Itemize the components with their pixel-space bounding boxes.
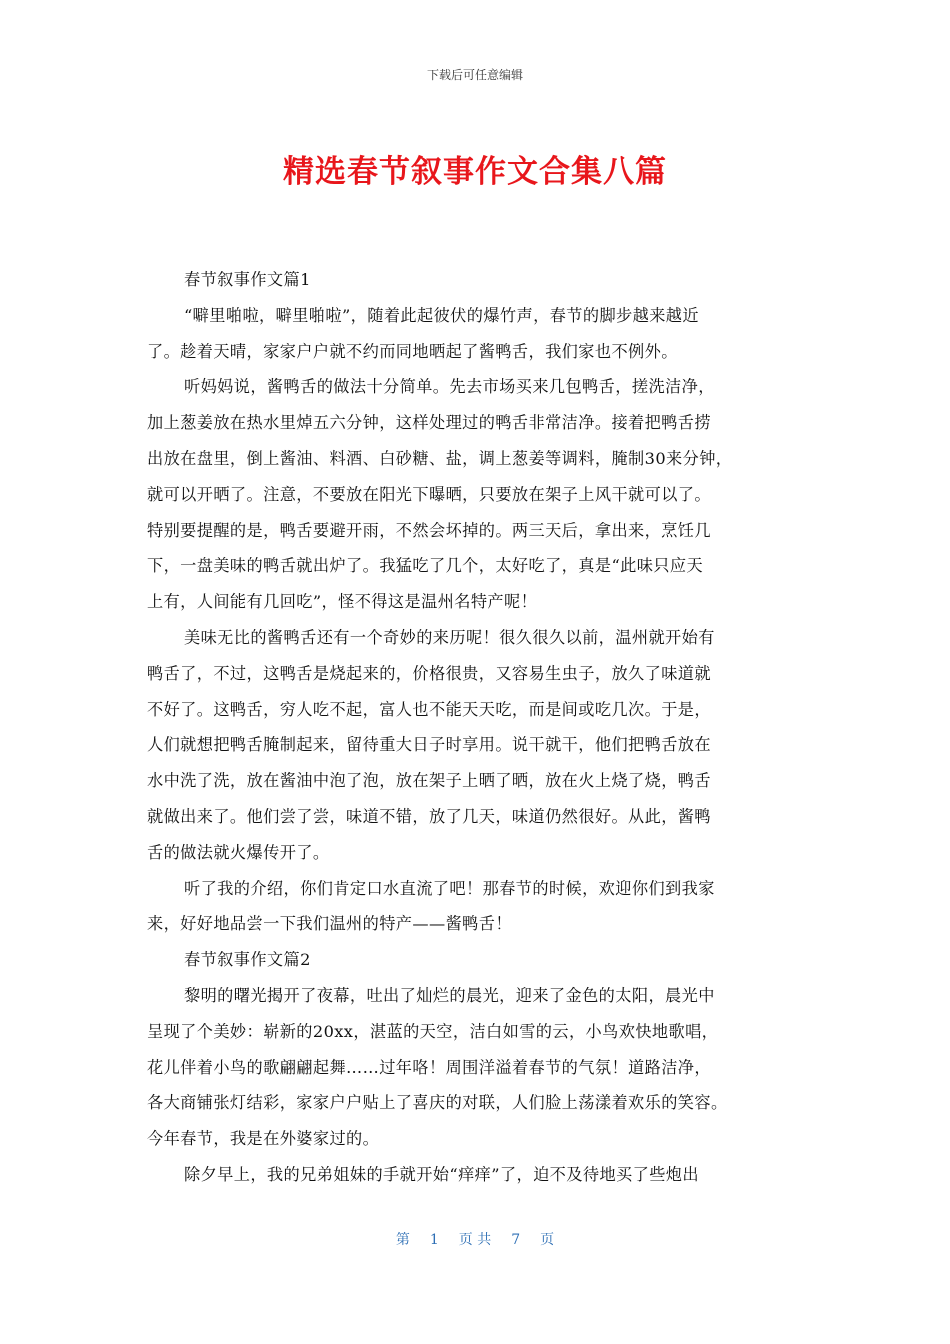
footer-mid: 页 共: [458, 1232, 492, 1248]
text-line: 特别要提醒的是，鸭舌要避开雨，不然会坏掉的。两三天后，拿出来，烹饪几: [147, 520, 711, 540]
text-line: 今年春节，我是在外婆家过的。: [147, 1129, 380, 1149]
document-body: [147, 262, 812, 1193]
text-line: 春节叙事作文篇1: [184, 270, 311, 289]
text-line: 就可以开晒了。注意，不要放在阳光下曝晒，只要放在架子上风干就可以了。: [147, 484, 711, 504]
page-footer: [0, 1229, 950, 1249]
text-line: 春节叙事作文篇2: [184, 950, 311, 970]
text-line: 舌的做法就火爆传开了。: [147, 842, 330, 862]
text-line: 黎明的曙光揭开了夜幕，吐出了灿烂的晨光，迎来了金色的太阳，晨光中: [184, 985, 715, 1005]
text-line: 呈现了个美妙：崭新的20xx，湛蓝的天空，洁白如雪的云，小鸟欢快地歌唱，: [147, 1021, 719, 1041]
text-line: 出放在盘里，倒上酱油、料酒、白砂糖、盐，调上葱姜等调料，腌制30来分钟，: [147, 448, 733, 468]
text-line: 来，好好地品尝一下我们温州的特产——酱鸭舌！: [147, 914, 512, 934]
text-line: “噼里啪啦，噼里啪啦”，随着此起彼伏的爆竹声，春节的脚步越来越近: [184, 305, 699, 325]
text-line: 水中洗了洗，放在酱油中泡了泡，放在架子上晒了晒，放在火上烧了烧，鸭舌: [147, 771, 711, 791]
footer-suffix: 页: [540, 1232, 555, 1248]
text-line: 听妈妈说，酱鸭舌的做法十分简单。先去市场买来几包鸭舌，搓洗洁净，: [184, 377, 715, 397]
text-line: 人们就想把鸭舌腌制起来，留待重大日子时享用。说干就干，他们把鸭舌放在: [147, 735, 711, 755]
footer-page-number: 1: [429, 1232, 439, 1248]
text-line: 美味无比的酱鸭舌还有一个奇妙的来历呢！很久很久以前，温州就开始有: [184, 627, 715, 647]
text-line: 加上葱姜放在热水里焯五六分钟，这样处理过的鸭舌非常洁净。接着把鸭舌捞: [147, 413, 711, 433]
text-line: 下，一盘美味的鸭舌就出炉了。我猛吃了几个，太好吃了，真是“此味只应天: [147, 556, 704, 576]
text-line: 各大商铺张灯结彩，家家户户贴上了喜庆的对联，人们脸上荡漾着欢乐的笑容。: [147, 1093, 728, 1113]
document-title: 精选春节叙事作文合集八篇: [283, 154, 667, 190]
text-line: 了。趁着天晴，家家户户就不约而同地晒起了酱鸭舌，我们家也不例外。: [147, 341, 678, 361]
text-line: 就做出来了。他们尝了尝，味道不错，放了几天，味道仍然很好。从此，酱鸭: [147, 806, 711, 826]
footer-total-pages: 7: [511, 1232, 521, 1248]
text-line: 除夕早上，我的兄弟姐妹的手就开始“痒痒”了，迫不及待地买了些炮出: [184, 1164, 699, 1184]
text-line: 听了我的介绍，你们肯定口水直流了吧！那春节的时候，欢迎你们到我家: [184, 878, 715, 898]
text-line: 上有，人间能有几回吃”，怪不得这是温州名特产呢！: [147, 592, 538, 612]
text-line: 不好了。这鸭舌，穷人吃不起，富人也不能天天吃，而是间或吃几次。于是，: [147, 699, 711, 719]
page-header: 下载后可任意编辑: [426, 68, 523, 82]
text-line: 花儿伴着小鸟的歌翩翩起舞……过年咯！周围洋溢着春节的气氛！道路洁净，: [147, 1057, 711, 1077]
footer-prefix: 第: [395, 1232, 410, 1248]
text-line: 鸭舌了，不过，这鸭舌是烧起来的，价格很贵，又容易生虫子，放久了味道就: [147, 663, 711, 683]
